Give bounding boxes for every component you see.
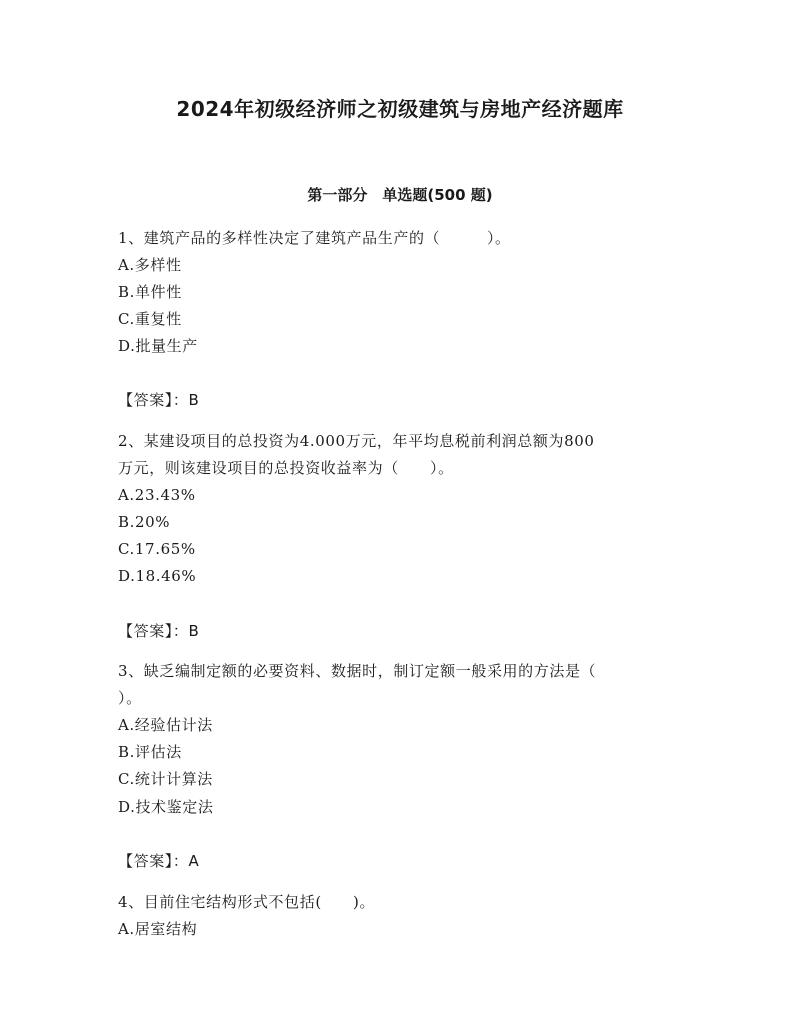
question-1-stem: 1、建筑产品的多样性决定了建筑产品生产的（ ）。 (118, 229, 511, 247)
question-2-stem-line-2: 万元，则该建设项目的总投资收益率为（ ）。 (118, 459, 454, 477)
question-2-option-b: B.20% (118, 513, 171, 531)
question-3-option-d: D.技术鉴定法 (118, 798, 214, 816)
question-2-answer: 【答案】：B (118, 622, 200, 640)
question-2-option-a: A.23.43% (118, 486, 196, 504)
question-1-option-c: C.重复性 (118, 310, 182, 328)
question-3-stem-line-1: 3、缺乏编制定额的必要资料、数据时，制订定额一般采用的方法是（ (118, 662, 597, 680)
question-3-option-c: C.统计计算法 (118, 770, 213, 788)
question-3-answer: 【答案】：A (118, 852, 200, 870)
document-title: 2024年初级经济师之初级建筑与房地产经济题库 (176, 97, 624, 121)
question-4-stem: 4、目前住宅结构形式不包括( )。 (118, 893, 376, 911)
question-4-option-a: A.居室结构 (118, 920, 198, 938)
question-2-stem-line-1: 2、某建设项目的总投资为4.000万元，年平均息税前利润总额为800 (118, 432, 595, 450)
question-1-option-b: B.单件性 (118, 283, 182, 301)
question-1-option-a: A.多样性 (118, 256, 182, 274)
question-2-option-c: C.17.65% (118, 540, 196, 558)
question-3-stem-line-2: ）。 (118, 689, 142, 707)
question-1-answer: 【答案】：B (118, 391, 200, 409)
question-1-option-d: D.批量生产 (118, 337, 198, 355)
question-3-option-b: B.评估法 (118, 743, 182, 761)
section-title: 第一部分 单选题(500 题) (307, 186, 493, 204)
question-3-option-a: A.经验估计法 (118, 716, 213, 734)
question-2-option-d: D.18.46% (118, 567, 197, 585)
